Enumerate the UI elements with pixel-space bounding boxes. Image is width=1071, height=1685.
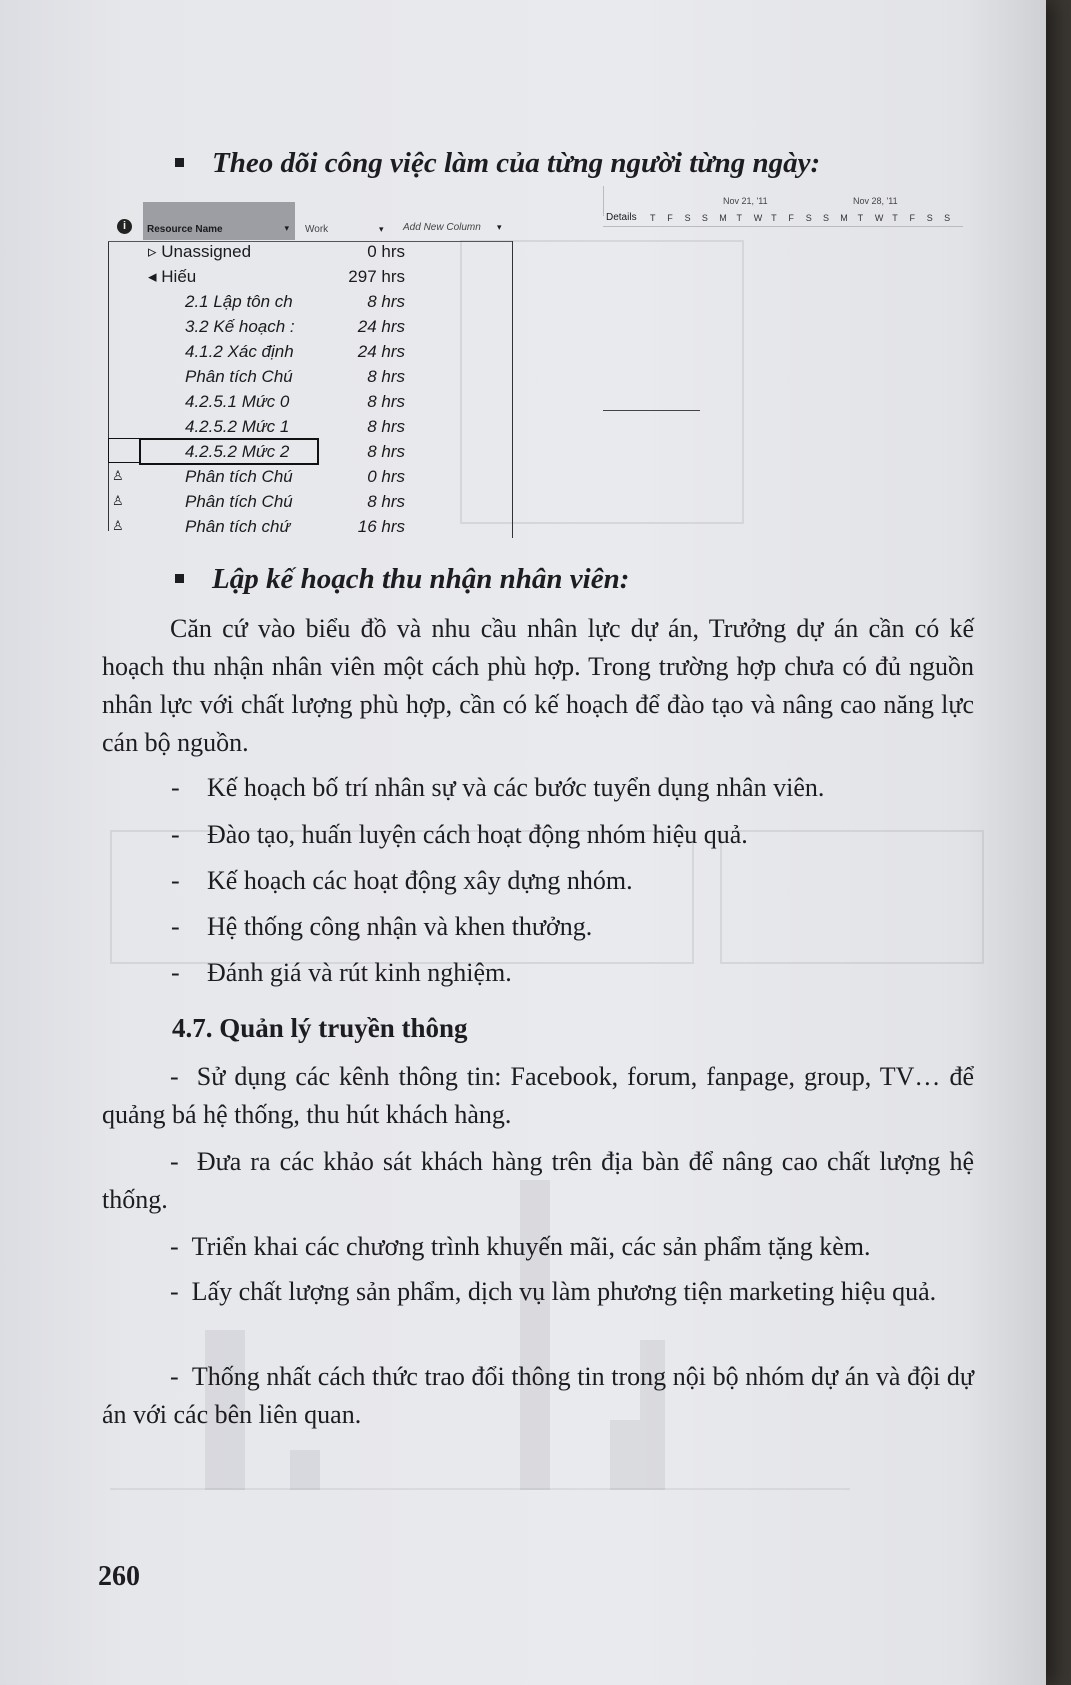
timeline-day: M: [719, 213, 727, 223]
week-label: Nov 21, '11: [723, 196, 768, 206]
list-item: - Đưa ra các khảo sát khách hàng trên địa bàn để nâng cao chất lượng hệ thống.: [102, 1147, 975, 1214]
table-row[interactable]: Phân tích Chú 8 hrs: [185, 367, 405, 386]
timeline-day: S: [944, 213, 951, 223]
list-item: - Hệ thống công nhận và khen thưởng.: [171, 912, 593, 941]
table-row[interactable]: ♙ Phân tích Chú 0 hrs: [112, 467, 405, 486]
list-item: - Triển khai các chương trình khuyến mãi, các sản phẩm tặng kèm.: [170, 1232, 871, 1261]
list-item: - Đánh giá và rút kinh nghiệm.: [171, 958, 512, 987]
list-item: - Đào tạo, huấn luyện cách hoạt động nhóm hiệu quả.: [171, 820, 748, 849]
timeline-day: T: [650, 213, 656, 223]
timeline-day: W: [753, 213, 763, 223]
info-icon: i: [117, 219, 132, 234]
dropdown-arrow-icon[interactable]: ▾: [284, 223, 289, 233]
resource-name-header[interactable]: Resource Name ▾: [143, 202, 295, 240]
work-header[interactable]: Work: [305, 224, 329, 235]
table-rows: [105, 238, 525, 538]
list-item: - Lấy chất lượng sản phẩm, dịch vụ làm phương tiện marketing hiệu quả.: [170, 1277, 937, 1306]
table-row[interactable]: ♙ Phân tích chứ 16 hrs: [112, 517, 405, 536]
list-item: - Sử dụng các kênh thông tin: Facebook, forum, fanpage, group, TV… để quảng bá hệ thống, thu hút khách hàng.: [102, 1062, 974, 1129]
timeline-day: T: [736, 213, 742, 223]
timeline-day: S: [684, 213, 691, 223]
show-through-bar: [520, 1180, 550, 1490]
show-through-axis: [110, 1488, 850, 1490]
week-label: Nov 28, '11: [853, 196, 898, 206]
timeline-day: M: [840, 213, 848, 223]
resource-icon: ♙: [112, 518, 124, 533]
table-row[interactable]: ♙ Phân tích Chú 8 hrs: [112, 492, 405, 511]
timeline-day: F: [667, 213, 673, 223]
timeline-day: S: [823, 213, 830, 223]
resource-icon: ♙: [112, 468, 124, 483]
timeline-day: F: [788, 213, 794, 223]
table-row[interactable]: ▹ Unassigned 0 hrs: [148, 242, 405, 261]
bullet-square: [175, 158, 184, 167]
add-new-column-header[interactable]: Add New Column: [403, 222, 481, 233]
timeline-day: T: [771, 213, 777, 223]
show-through-bar: [290, 1450, 320, 1490]
paragraph-hiring: Căn cứ vào biểu đồ và nhu cầu nhân lực dự án, Trưởng dự án cần có kế hoạch thu nhận nhân viên một cách phù hợp. Trong trường hợp chưa có đủ nguồn nhân lực với chất lượng phù hợp, cần có kế hoạch để đào tạo và nâng cao năng lực cán bộ nguồn.: [102, 614, 974, 757]
bullet-square: [175, 574, 184, 583]
table-row[interactable]: 4.2.5.1 Mức 0 8 hrs: [185, 392, 405, 411]
timeline-day: W: [874, 213, 884, 223]
list-item: - Kế hoạch bố trí nhân sự và các bước tuyển dụng nhân viên.: [171, 773, 825, 802]
timeline-divider: [603, 186, 604, 216]
list-item: - Kế hoạch các hoạt động xây dựng nhóm.: [171, 866, 633, 895]
timeline-day: T: [857, 213, 864, 223]
timeline-day: T: [892, 213, 898, 223]
table-row[interactable]: 4.1.2 Xác định 24 hrs: [185, 342, 405, 361]
resource-icon: ♙: [112, 493, 124, 508]
details-label: Details: [606, 212, 637, 223]
selection-outline: [108, 438, 139, 463]
show-through-box: [720, 830, 984, 964]
timeline-day: S: [701, 213, 708, 223]
heading-hiring: Lập kế hoạch thu nhận nhân viên:: [175, 563, 629, 596]
section-title: 4.7. Quản lý truyền thông: [172, 1013, 468, 1043]
table-row[interactable]: 2.1 Lập tôn ch 8 hrs: [185, 292, 405, 311]
resource-usage-table: [105, 186, 985, 536]
timeline-day: S: [926, 213, 933, 223]
timeline-line: [603, 226, 963, 227]
table-row[interactable]: ◂ Hiếu 297 hrs: [148, 267, 405, 286]
timeline-day: F: [909, 213, 915, 223]
dropdown-arrow-icon[interactable]: ▾: [497, 222, 502, 232]
show-through-box: [110, 830, 694, 964]
timeline-day: S: [805, 213, 812, 223]
list-item: - Thống nhất cách thức trao đổi thông tin trong nội bộ nhóm dự án và đội dự án với các bên liên quan.: [102, 1362, 974, 1429]
table-row-selected[interactable]: 4.2.5.2 Mức 2 8 hrs: [105, 438, 525, 463]
dropdown-arrow-icon[interactable]: ▾: [379, 224, 384, 234]
page-number: 260: [98, 1561, 140, 1592]
heading-tracking: Theo dõi công việc làm của từng người từng ngày:: [175, 147, 820, 180]
table-row[interactable]: 4.2.5.2 Mức 1 8 hrs: [185, 417, 405, 436]
grid-line: [603, 410, 700, 411]
table-row[interactable]: 3.2 Kế hoạch : 24 hrs: [185, 317, 405, 336]
